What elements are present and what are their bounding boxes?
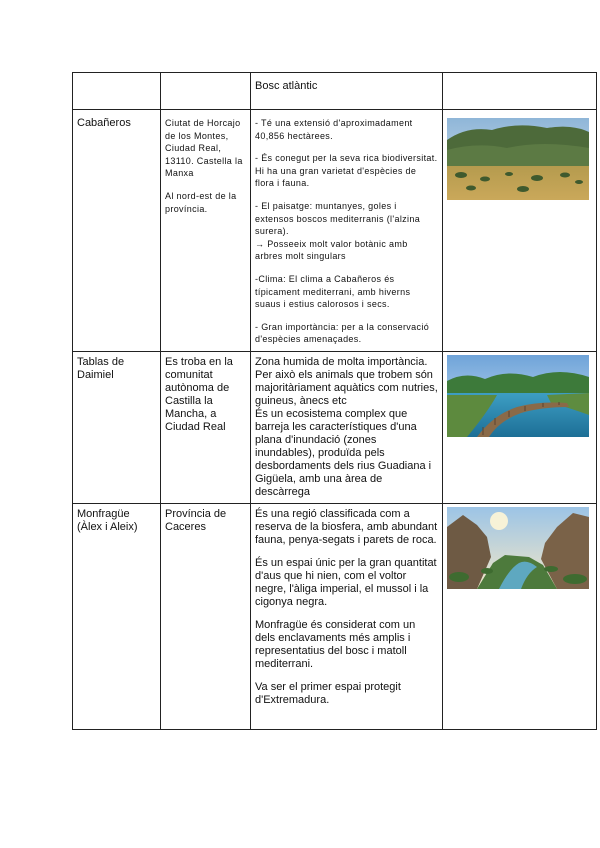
park-location: Es troba en la comunitat autònoma de Castilla la Mancha, a Ciudad Real bbox=[161, 352, 251, 504]
description-paragraph: Zona humida de molta importància. Per això els animals que trobem són majoritàriament aquàtics com nutries, guineus, ànecs etc bbox=[255, 356, 438, 407]
park-location bbox=[161, 110, 251, 352]
savanna-landscape-photo bbox=[447, 118, 589, 200]
description-paragraph: És una regió classificada com a reserva de la biosfera, amb abundant fauna, penya-segats i parets de roca. bbox=[255, 508, 438, 546]
park-photo-cell bbox=[443, 504, 597, 730]
river-gorge-photo bbox=[447, 507, 589, 589]
description-paragraph: - Gran importància: per a la conservació d'espècies amenaçades. bbox=[255, 321, 430, 345]
description-line: → Posseeix molt valor botànic amb arbres molt singulars bbox=[255, 238, 408, 262]
header-cell-forest-type: Bosc atlàntic bbox=[251, 73, 443, 110]
wetland-boardwalk-photo bbox=[447, 355, 589, 437]
park-photo-cell bbox=[443, 110, 597, 352]
description-paragraph: Monfragüe és considerat com un dels enclavaments més amplis i representatius del bosc i matoll mediterrani. bbox=[255, 619, 416, 670]
header-cell-1 bbox=[73, 73, 161, 110]
header-cell-2 bbox=[161, 73, 251, 110]
description-paragraph: - És conegut per la seva rica biodiversitat. Hi ha una gran varietat d'espècies de flora i fauna. bbox=[255, 153, 438, 189]
table-row bbox=[73, 504, 597, 730]
description-paragraph: És un espai únic per la gran quantitat d'aus que hi nien, com el voltor negre, l'àliga imperial, el mussol i la cigonya negra. bbox=[255, 557, 437, 608]
header-row bbox=[73, 73, 597, 110]
description-paragraph: És un ecosistema complex que barreja les característiques d'una plana d'inundació (zones inundables), produïda pels desbordaments dels rius Guadiana i Gigüela, amb una àrea de descàrrega bbox=[255, 408, 432, 498]
description-line: - El paisatge: muntanyes, goles i extensos boscos mediterranis (l'alzina surera). bbox=[255, 200, 421, 237]
description-paragraph bbox=[255, 200, 438, 263]
park-location: Província de Caceres bbox=[161, 504, 251, 730]
park-name: Cabañeros bbox=[73, 110, 161, 352]
header-cell-4 bbox=[443, 73, 597, 110]
table-row bbox=[73, 352, 597, 504]
description-paragraph: Va ser el primer espai protegit d'Extremadura. bbox=[255, 681, 401, 706]
parks-table bbox=[72, 72, 597, 730]
location-line: Al nord-est de la província. bbox=[165, 190, 237, 214]
location-line: Ciutat de Horcajo de los Montes, Ciudad Real, 13110. Castella la Manxa bbox=[165, 118, 243, 179]
park-photo-cell bbox=[443, 352, 597, 504]
park-name: Tablas de Daimiel bbox=[73, 352, 161, 504]
table-row bbox=[73, 110, 597, 352]
park-description bbox=[251, 110, 443, 352]
park-description bbox=[251, 352, 443, 504]
park-description bbox=[251, 504, 443, 730]
description-paragraph: -Clima: El clima a Cabañeros és típicament mediterrani, amb hiverns suaus i estius calorosos i secs. bbox=[255, 273, 411, 310]
park-name: Monfragüe (Àlex i Aleix) bbox=[73, 504, 161, 730]
description-paragraph: - Té una extensió d'aproximadament 40,856 hectàrees. bbox=[255, 118, 413, 141]
